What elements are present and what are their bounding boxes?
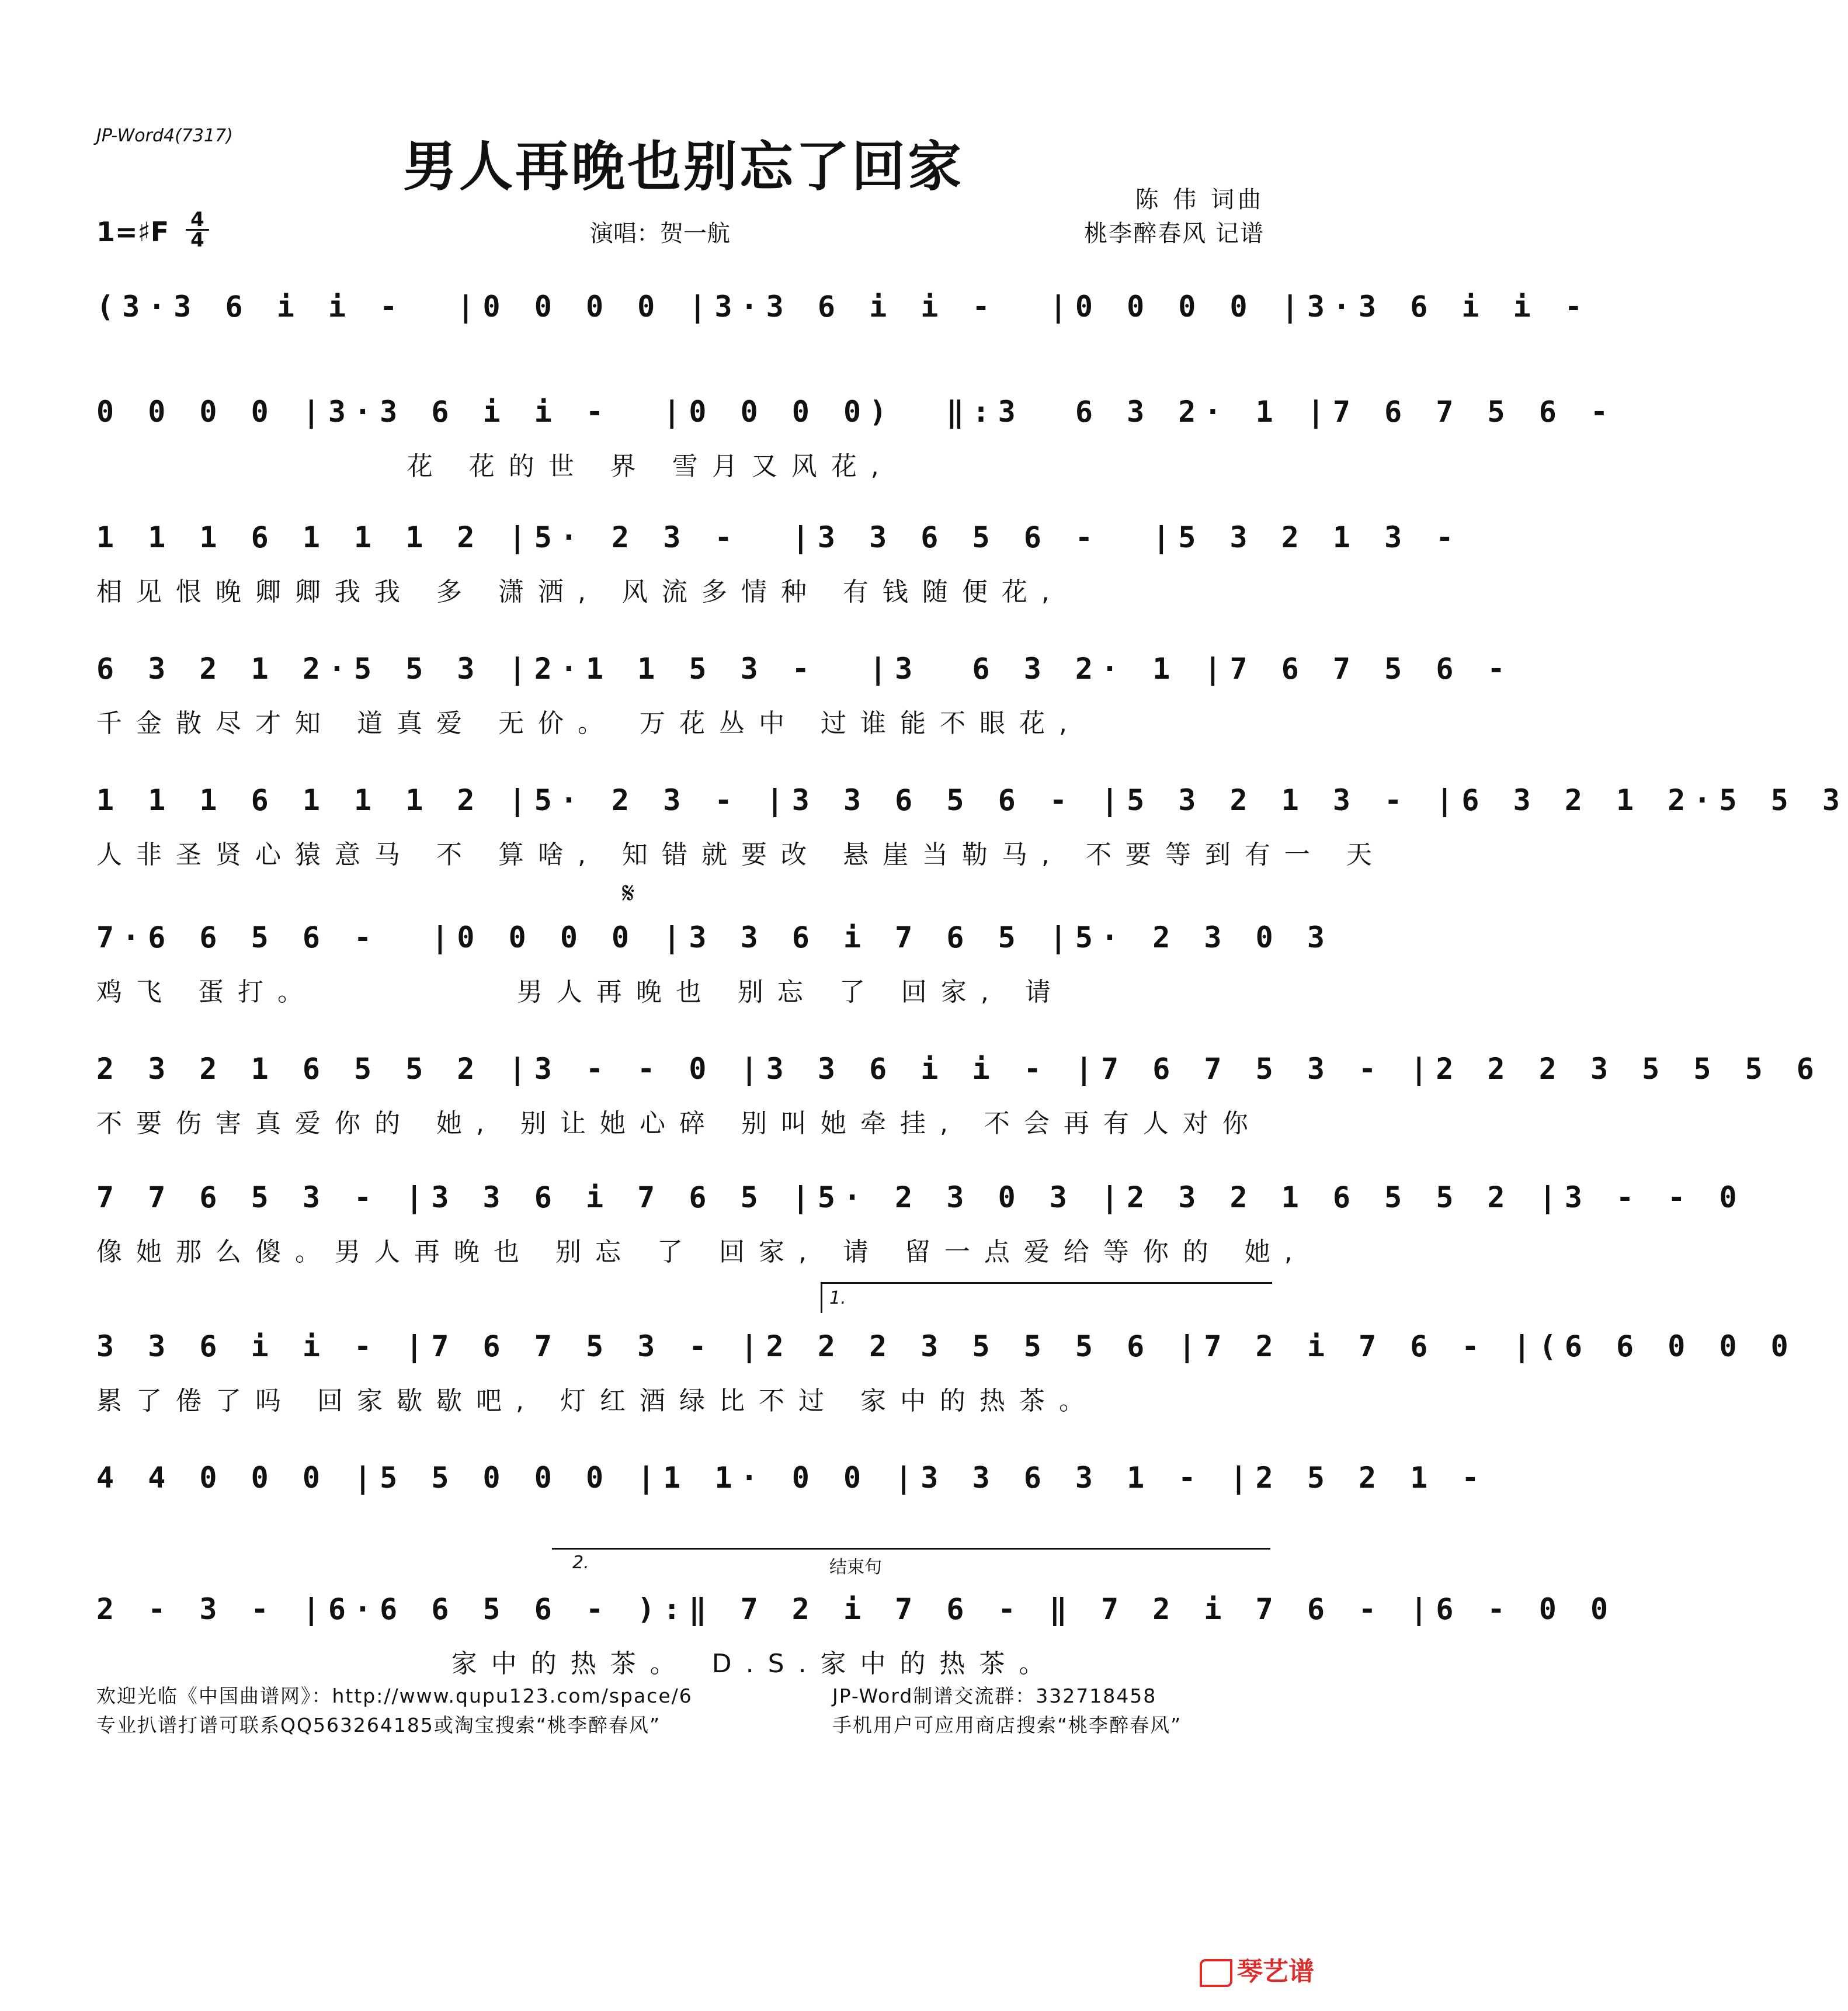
second-ending-label: 2. [572,1552,589,1573]
lyrics-line: 千金散尽才知 道真爱 无价。 万花丛中 过谁能不眼花, [96,708,1081,738]
watermark-text: 琴艺谱 [1237,1957,1314,1986]
footer-contact: 专业扒谱打谱可联系QQ563264185或淘宝搜索“桃李醉春风” [96,1714,661,1736]
footer-app: 手机用户可应用商店搜索“桃李醉春风” [832,1714,1182,1736]
song-title: 男人再晚也别忘了回家 [402,135,964,198]
time-signature [186,208,209,252]
lyrics-line: 鸡飞 蛋打。 男人再晚也 别忘 了 回家, 请 [96,977,1065,1007]
notation-line: 1 1 1 6 1 1 1 2 |5· 2 3 - |3 3 6 5 6 - |5 3 2 1 3 - [96,520,1462,554]
notation-line: 6 3 2 1 2·5 5 3 |2·1 1 5 3 - |3 6 3 2· 1 |7 6 7 5 6 - [96,652,1513,686]
footer-group: JP-Word制谱交流群：332718458 [832,1684,1157,1707]
notation-line: 0 0 0 0 |3·3 6 i i - |0 0 0 0) ‖:3 6 3 2· 1 |7 6 7 5 6 - [96,395,1617,429]
segno-sign: 𝄋 [622,876,635,910]
composer-credit: 陈 伟 词曲 [1135,186,1265,213]
notation-line: 4 4 0 0 0 |5 5 0 0 0 |1 1· 0 0 |3 3 6 3 1 - |2 5 2 1 - [96,1461,1488,1495]
lyrics-line: 像她那么傻。男人再晚也 别忘 了 回家, 请 留一点爱给等你的 她, [96,1237,1307,1267]
footer-website: 欢迎光临《中国曲谱网》：http://www.qupu123.com/space/6 [96,1684,693,1707]
key-signature: 1=♯F [96,216,169,248]
notation-line: 3 3 6 i i - |7 6 7 5 3 - |2 2 2 3 5 5 5 6 |7 2 i 7 6 - |(6 6 0 0 0 [96,1329,1797,1363]
notation-line: 7 7 6 5 3 - |3 3 6 i 7 6 5 |5· 2 3 0 3 |2 3 2 1 6 5 5 2 |3 - - 0 [96,1180,1745,1214]
coda-label: 结束句 [829,1557,882,1578]
notation-line: (3·3 6 i i - |0 0 0 0 |3·3 6 i i - |0 0 0 0 |3·3 6 i i - [96,290,1590,324]
notation-line: 2 3 2 1 6 5 5 2 |3 - - 0 |3 3 6 i i - |7 6 7 5 3 - |2 2 2 3 5 5 5 6 [96,1052,1822,1086]
lyrics-line: 花 花的世 界 雪月又风花, [96,451,893,481]
notation-line: 1 1 1 6 1 1 1 2 |5· 2 3 - |3 3 6 5 6 - |5 3 2 1 3 - |6 3 2 1 2·5 5 3 [96,783,1848,817]
lyrics-line: 家中的热茶。 D.S.家中的热茶。 [96,1649,1059,1679]
lyrics-line: 相见恨晚卿卿我我 多 潇洒, 风流多情种 有钱随便花, [96,577,1064,607]
piano-logo-icon [1200,1959,1232,1987]
notation-line: 7·6 6 5 6 - |0 0 0 0 |3 3 6 i 7 6 5 |5· 2 3 0 3 [96,921,1333,954]
volta-line [552,1548,1270,1579]
watermark-logo [1200,1950,1314,1988]
lyrics-line: 累了倦了吗 回家歇歇吧, 灯红酒绿比不过 家中的热茶。 [96,1386,1099,1416]
meter-top: 4 [186,210,209,231]
singer-credit: 演唱：贺一航 [590,220,730,247]
transcriber-credit: 桃李醉春风 记谱 [1084,220,1265,247]
lyrics-line: 人非圣贤心猿意马 不 算啥, 知错就要改 悬崖当勒马, 不要等到有一 天 [96,840,1386,870]
first-ending-bracket [821,1282,1272,1313]
software-version: JP-Word4(7317) [96,126,233,146]
lyrics-line: 不要伤害真爱你的 她, 别让她心碎 别叫她牵挂, 不会再有人对你 [96,1109,1262,1138]
meter-bottom: 4 [190,228,204,252]
notation-line: 2 - 3 - |6·6 6 5 6 - ):‖ 7 2 i 7 6 - ‖ 7 2 i 7 6 - |6 - 0 0 [96,1592,1617,1626]
first-ending-label: 1. [829,1288,846,1308]
